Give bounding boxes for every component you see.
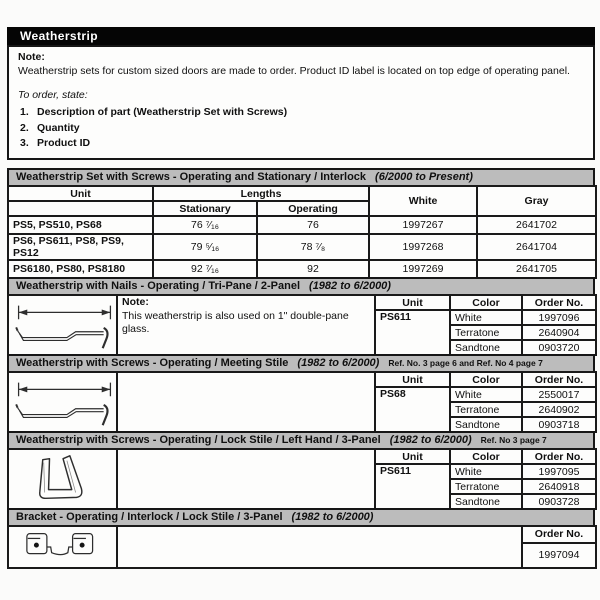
col-header-order: Order No. [522,526,596,543]
unit-cell: PS6180, PS80, PS8180 [8,260,153,278]
weatherstrip-profile-drawing [8,295,117,355]
strip-profile-icon [13,296,116,354]
unit-cell: PS6, PS611, PS8, PS9, PS12 [8,234,153,260]
empty-cell [117,372,375,432]
u-channel-icon [13,450,116,508]
white-order-cell: 1997269 [369,260,477,278]
col-header-unit: Unit [375,295,450,310]
color-cell: Terratone [450,479,522,494]
gray-order-cell: 2641704 [477,234,596,260]
order-no-cell: 0903720 [522,340,596,355]
unit-cell: PS611 [375,310,450,355]
col-header-color: Color [450,372,522,387]
col-header-gray: Gray [477,186,596,216]
table-header-row [8,449,596,464]
order-item-number: 2. [20,121,29,134]
operating-length-cell: 78 ⁷⁄₈ [257,234,369,260]
order-no-cell: 2640902 [522,402,596,417]
weatherstrip-set-table [7,185,597,279]
weatherstrip-profile-drawing [8,372,117,432]
section-ref-note: Ref. No. 3 page 6 and Ref. No 4 page 7 [388,358,543,369]
order-no-cell: 0903718 [522,417,596,432]
order-no-cell: 2550017 [522,387,596,402]
order-item-text: Description of part (Weatherstrip Set with Screws) [37,106,288,119]
col-header-order: Order No. [522,449,596,464]
order-item-number: 1. [20,106,29,119]
order-intro: To order, state: [18,88,88,101]
order-no-cell: 2640918 [522,479,596,494]
col-header-unit: Unit [8,186,153,201]
color-cell: White [450,464,522,479]
col-header-white: White [369,186,477,216]
table-row [8,216,596,234]
table-row [8,234,596,260]
unit-cell: PS5, PS510, PS68 [8,216,153,234]
white-order-cell: 1997267 [369,216,477,234]
section-date-range: (1982 to 6/2000) [297,357,380,370]
u-channel-drawing [8,449,117,509]
col-header-unit: Unit [375,372,450,387]
section-date-range: (1982 to 6/2000) [291,511,374,524]
order-no-cell: 2640904 [522,325,596,340]
section-note-cell [117,295,375,355]
order-item-number: 3. [20,136,29,149]
note-body: Weatherstrip sets for custom sized doors are made to order. Product ID label is located on top edge of operating panel. [18,65,570,78]
col-header-color: Color [450,295,522,310]
table-row [8,260,596,278]
col-header-order: Order No. [522,295,596,310]
order-item [18,105,584,120]
section-date-range: (1982 to 6/2000) [309,280,391,293]
white-order-cell: 1997268 [369,234,477,260]
order-item [18,136,584,151]
col-header-lengths: Lengths [153,186,369,201]
color-cell: Sandtone [450,417,522,432]
section-ref-note: Ref. No 3 page 7 [480,435,547,446]
empty-header-cell [8,201,153,216]
order-item-text: Product ID [37,136,91,149]
color-cell: Sandtone [450,494,522,509]
order-no-cell: 1997096 [522,310,596,325]
section-title: Weatherstrip with Screws - Operating / Meeting Stile [16,357,289,370]
page-title: Weatherstrip [7,27,595,45]
note-label: Note: [18,51,45,63]
note-box [7,45,595,160]
note-label: Note: [122,296,149,309]
color-cell: Sandtone [450,340,522,355]
section-date-range: (1982 to 6/2000) [389,434,472,447]
section-title: Weatherstrip with Nails - Operating / Tri-Pane / 2-Panel [16,280,301,293]
operating-length-cell: 92 [257,260,369,278]
section-title: Weatherstrip Set with Screws - Operating and Stationary / Interlock [16,171,367,184]
col-header-operating: Operating [257,201,369,216]
stationary-length-cell: 76 ⁷⁄₁₆ [153,216,257,234]
strip-profile-icon [13,373,116,431]
unit-cell: PS68 [375,387,450,432]
order-no-cell: 0903728 [522,494,596,509]
empty-cell [117,526,522,568]
table-header-row [8,526,596,543]
table-header-row [8,295,596,310]
color-cell: Terratone [450,325,522,340]
color-cell: Terratone [450,402,522,417]
bracket-icon [13,527,116,567]
col-header-stationary: Stationary [153,201,257,216]
note-text: This weatherstrip is also used on 1" double-pane glass. [122,309,349,336]
weatherstrip-nails-table [7,294,597,356]
section-date-range: (6/2000 to Present) [375,171,473,184]
page-content [7,27,595,569]
col-header-unit: Unit [375,449,450,464]
section-title: Bracket - Operating / Interlock / Lock Stile / 3-Panel [16,511,283,524]
order-item-text: Quantity [37,121,80,134]
order-no-cell: 1997095 [522,464,596,479]
gray-order-cell: 2641702 [477,216,596,234]
weatherstrip-meeting-stile-table [7,371,597,433]
color-cell: White [450,310,522,325]
gray-order-cell: 2641705 [477,260,596,278]
operating-length-cell: 76 [257,216,369,234]
stationary-length-cell: 79 ⁵⁄₁₆ [153,234,257,260]
color-cell: White [450,387,522,402]
bracket-table [7,525,597,569]
col-header-order: Order No. [522,372,596,387]
col-header-color: Color [450,449,522,464]
bracket-drawing [8,526,117,568]
weatherstrip-lock-stile-table [7,448,597,510]
stationary-length-cell: 92 ⁷⁄₁₆ [153,260,257,278]
table-header-row [8,186,596,201]
section-title: Weatherstrip with Screws - Operating / Lock Stile / Left Hand / 3-Panel [16,434,381,447]
unit-cell: PS611 [375,464,450,509]
empty-cell [117,449,375,509]
order-item [18,121,584,136]
order-no-cell: 1997094 [522,543,596,568]
table-header-row [8,372,596,387]
